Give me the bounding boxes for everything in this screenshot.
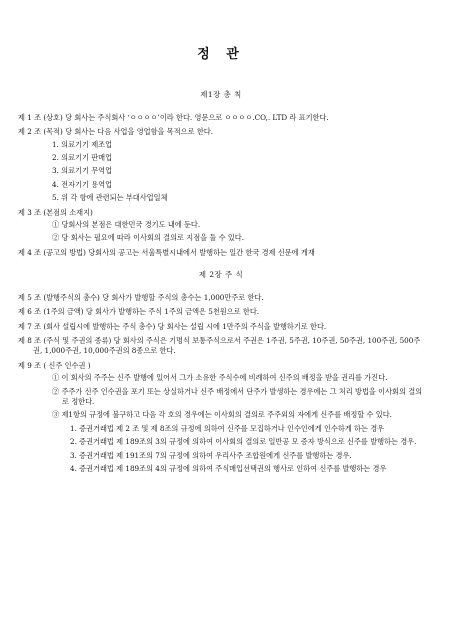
article-text: 제 1 조 (상호) 당 회사는 주식회사 ‘ㅇㅇㅇㅇ’이라 한다. 영문으로 ㅇㅇㅇㅇ.CO,. LTD 라 표기한다. — [18, 112, 329, 122]
list-item: 4. 전자기기 용역업 — [52, 179, 113, 189]
article-text: 제 4 조 (공고의 방법) 당회사의 공고는 서울특별시내에서 발행하는 일간 한국 경제 신문에 게재 — [18, 247, 315, 257]
article-3-list — [52, 220, 424, 244]
list-item: 3. 의료기기 무역업 — [52, 166, 113, 176]
list-item: ① 당회사의 본점은 대한민국 경기도 내에 둔다. — [52, 220, 201, 230]
article-text: 제 9 조 ( 신주 인수권 ) — [18, 360, 91, 370]
article-9-list — [52, 373, 424, 421]
list-item: ③ 제1항의 규정에 불구하고 다음 각 호의 경우에는 이사회의 결의로 주주외의 자에게 신주를 배정할 수 있다. — [52, 410, 392, 420]
list-item: 1. 증권거래법 제 2 조 및 제 8조의 규정에 의하여 신주를 모집하거나 인수인에게 인수하게 하는 경우 — [70, 423, 385, 433]
article-7 — [18, 322, 424, 332]
list-item: 1. 의료기기 제조업 — [52, 139, 113, 149]
list-item: 2. 증권거래법 제 189조의 3의 규정에 의하여 이사회의 결의로 일반공 모 증자 방식으로 신주를 발행하는 경우. — [70, 437, 417, 447]
chapter-heading-1: 제1장 총 칙 — [200, 90, 242, 100]
list-item: 2. 의료기기 판매업 — [52, 153, 113, 163]
article-8 — [18, 336, 424, 357]
article-5 — [18, 293, 424, 303]
list-item: ② 당 회사는 필요에 따라 이사회의 결의로 지점을 둘 수 있다. — [52, 233, 245, 243]
article-4 — [18, 248, 424, 258]
list-item: 4. 증권거래법 제 189조의 4의 규정에 의하여 주식매입선택권의 행사로 인하여 신주를 발행하는 경우 — [70, 463, 387, 473]
article-text: 제 8 조 (주식 및 주권의 종류) 당 회사의 주식은 기명식 보통주식으로서 주권은 1주권, 5주권, 10주권, 50주권, 100주권, 500주권, 1,000주권, 10,000주권의 8종으로 한다. — [18, 335, 421, 356]
article-2 — [18, 127, 424, 203]
article-9-sublist — [70, 424, 424, 475]
article-9 — [18, 361, 424, 475]
document-title: 정 관 — [197, 47, 245, 62]
article-2-list — [52, 140, 424, 204]
article-text: 제 7 조 (회사 설립시에 발행하는 주식 총수) 당 회사는 설립 시에 1만주의 주식을 발행하기로 한다. — [18, 321, 327, 331]
article-text: 제 6 조 (1주의 금액) 당 회사가 발행하는 주식 1주의 금액은 5천원으로 한다. — [18, 307, 260, 317]
list-item: ② 주주가 신주 인수권을 포기 또는 상실하거나 신주 배정에서 단주가 발생하는 경우에는 그 처리 방법을 이사회의 결의로 정한다. — [52, 386, 423, 406]
article-1 — [18, 113, 424, 123]
article-text: 제 5 조 (발행주식의 총수) 당 회사가 발행할 주식의 총수는 1,000만주로 한다. — [18, 292, 264, 302]
article-3 — [18, 208, 424, 244]
article-text: 제 2 조 (목적) 당 회사는 다음 사업을 영업함을 목적으로 한다. — [18, 127, 214, 137]
list-item: 3. 증권거래법 제 191조의 7의 규정에 의하여 우리사주 조합원에게 신주를 발행하는 경우. — [70, 450, 352, 460]
list-item: ① 이 회사의 주주는 신주 발행에 있어서 그가 소유한 주식수에 비례하여 신주의 배정을 받을 권리를 가진다. — [52, 373, 388, 383]
chapter-heading-2: 제 2장 주 식 — [198, 270, 244, 280]
article-text: 제 3 조 (본점의 소재지) — [18, 207, 93, 217]
article-6 — [18, 307, 424, 317]
list-item: 5. 위 각 항에 관련되는 부대사업일체 — [52, 193, 168, 203]
